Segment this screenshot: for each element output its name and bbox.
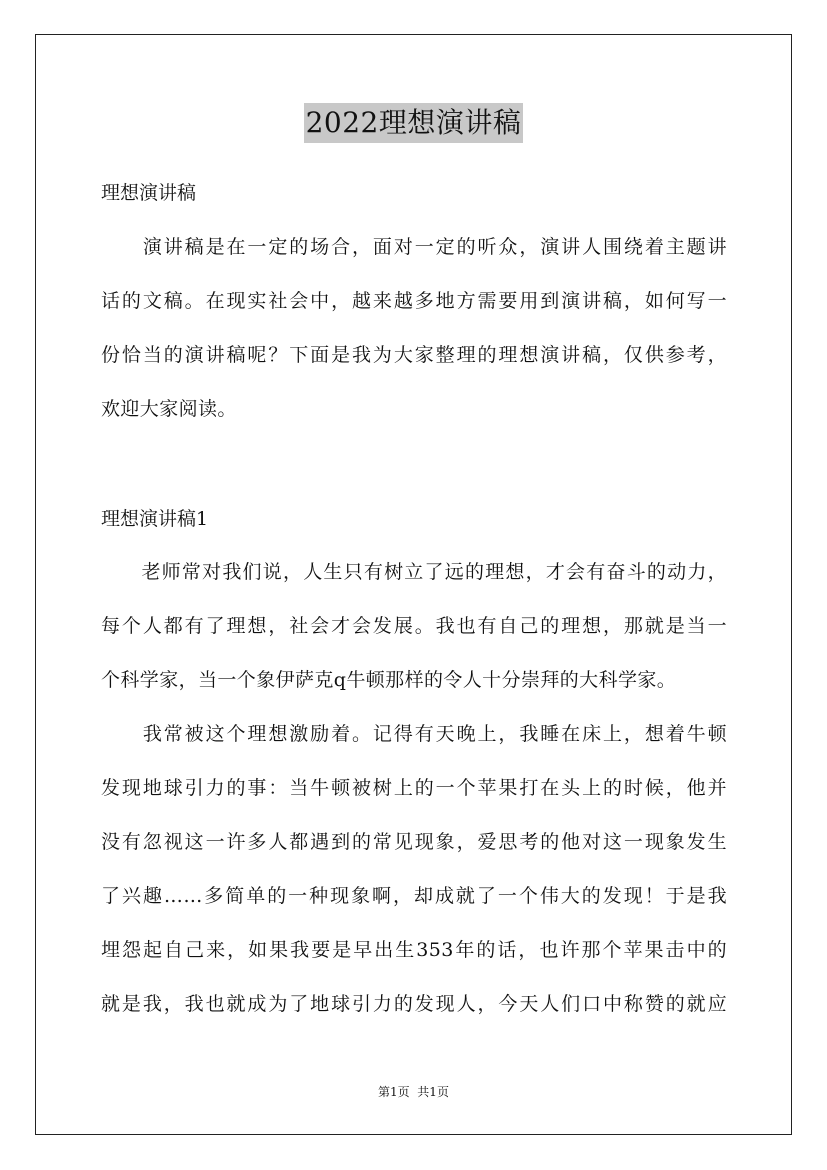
page-footer: 第1页 共1页 xyxy=(378,1085,449,1099)
intro-heading: 理想演讲稿 xyxy=(101,182,197,204)
paragraph-line: 话的文稿。在现实社会中，越来越多地方需要用到演讲稿，如何写一 xyxy=(101,290,727,312)
paragraph-line: 就是我，我也就成为了地球引力的发现人，今天人们口中称赞的就应 xyxy=(101,993,727,1015)
document-title xyxy=(0,103,827,143)
section1-heading: 理想演讲稿1 xyxy=(101,508,209,530)
paragraph-line: 演讲稿是在一定的场合，面对一定的听众，演讲人围绕着主题讲 xyxy=(101,236,727,258)
paragraph-line: 欢迎大家阅读。 xyxy=(101,398,237,420)
paragraph-line: 了兴趣……多简单的一种现象啊，却成就了一个伟大的发现！于是我 xyxy=(101,885,727,907)
paragraph-line: 发现地球引力的事：当牛顿被树上的一个苹果打在头上的时候，他并 xyxy=(101,777,727,799)
paragraph-line: 每个人都有了理想，社会才会发展。我也有自己的理想，那就是当一 xyxy=(101,615,727,637)
paragraph-line: 份恰当的演讲稿呢？下面是我为大家整理的理想演讲稿，仅供参考， xyxy=(101,344,727,366)
paragraph-line: 没有忽视这一许多人都遇到的常见现象，爱思考的他对这一现象发生 xyxy=(101,831,727,853)
paragraph-line: 埋怨起自己来，如果我要是早出生353年的话，也许那个苹果击中的 xyxy=(101,939,727,961)
paragraph-line: 个科学家，当一个象伊萨克q牛顿那样的令人十分崇拜的大科学家。 xyxy=(101,669,677,691)
paragraph-line: 老师常对我们说，人生只有树立了远的理想，才会有奋斗的动力， xyxy=(101,561,727,583)
document-title-text: 2022理想演讲稿 xyxy=(304,103,524,143)
paragraph-line: 我常被这个理想激励着。记得有天晚上，我睡在床上，想着牛顿 xyxy=(101,723,727,745)
